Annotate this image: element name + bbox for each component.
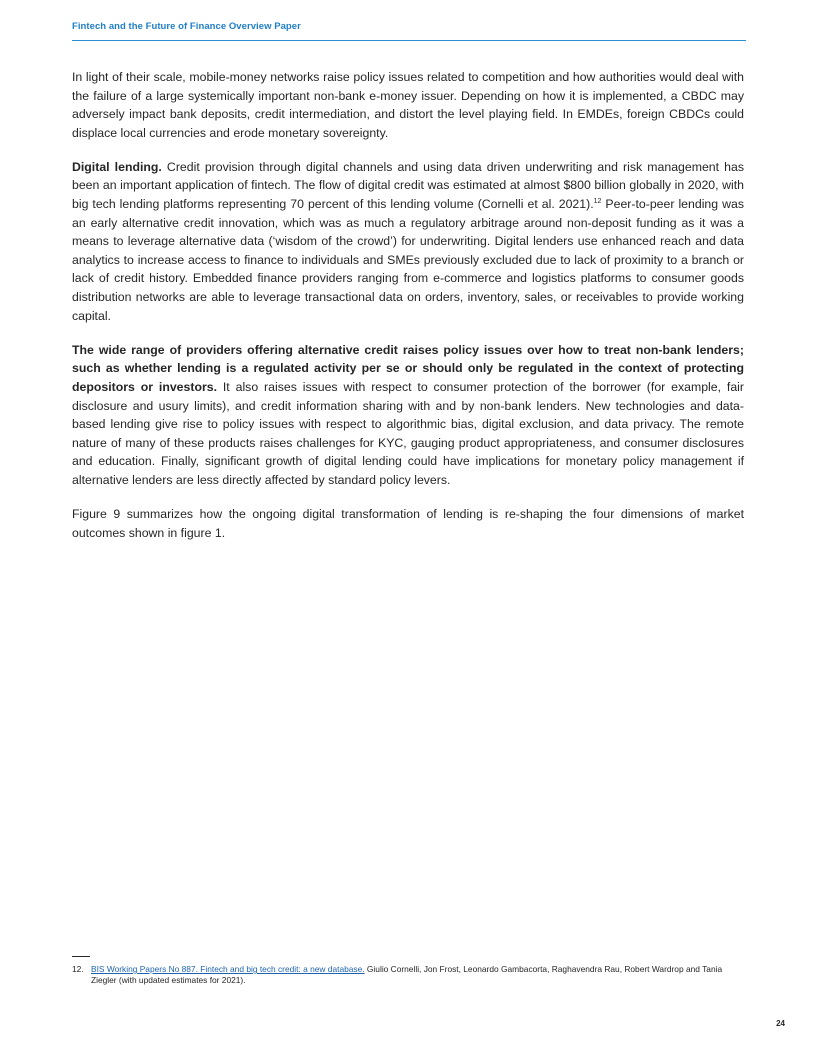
body-text [72, 68, 744, 558]
paragraph-policy-issues [72, 341, 744, 490]
footnote-link[interactable]: BIS Working Papers No 887. Fintech and big tech credit: a new database. [91, 964, 365, 974]
paragraph-figure-summary [72, 505, 744, 542]
footnote [72, 964, 744, 986]
footnote-divider [72, 956, 90, 957]
paragraph-text: Figure 9 summarizes how the ongoing digital transformation of lending is re-shaping the four dimensions of market outcomes shown in figure 1. [72, 506, 744, 540]
paragraph-mobile-money [72, 68, 744, 142]
page-number: 24 [776, 1019, 785, 1028]
paragraph-text: In light of their scale, mobile-money networks raise policy issues related to competition and how authorities would deal with the failure of a large systemically important non-bank e-money issuer. Depending on how it is implemented, a CBDC may adversely impact bank deposits, credit intermediation, and distort the level playing field. In EMDEs, foreign CBDCs could displace local currencies and erode monetary sovereignty. [72, 70, 744, 140]
paragraph-text: Credit provision through digital channels and using data driven underwriting and risk management has been an important application of fintech. The flow of digital credit was estimated at almost $800 billion globally in 2020, with big tech lending platforms representing 70 percent of this lending volume (Cornelli et al. 2021). [72, 159, 744, 212]
paragraph-lead: Digital lending. [72, 159, 162, 174]
paragraph-lead: The wide range of providers offering alternative credit raises policy issues over how to treat non-bank lenders; such as whether lending is a regulated activity per se or should only be regulated in the context of protecting depositors or investors. [72, 342, 744, 394]
page-header [72, 21, 746, 41]
paragraph-text: Peer-to-peer lending was an early alternative credit innovation, which was as much a regulatory arbitrage around non-deposit funding as it was a means to leverage alternative data (‘wisdom of the crowd’) for underwriting. Digital lenders use enhanced reach and data analytics to increase access to finance to individuals and SMEs previously excluded due to lack of proximity to a branch or lack of credit history. Embedded finance providers ranging from e-commerce and logistics platforms to consumer goods distribution networks are able to leverage transactional data on orders, inventory, sales, or receivables to provide working capital. [72, 197, 744, 323]
paragraph-digital-lending [72, 158, 744, 325]
paragraph-text: It also raises issues with respect to consumer protection of the borrower (for example, fair disclosure and usury limits), and credit information sharing with and by non-bank lenders. New technologies and data-based lending give rise to policy issues with respect to algorithmic bias, digital exclusion, and data privacy. The remote nature of many of these products raises challenges for KYC, gauging product appropriateness, and consumer disclosures and education. Finally, significant growth of digital lending could have implications for monetary policy management if alternative lenders are less directly affected by standard policy levers. [72, 379, 744, 487]
footnote-reference[interactable]: 12 [593, 197, 602, 205]
footnote-body [91, 964, 744, 986]
footnote-number: 12. [72, 964, 84, 974]
header-title: Fintech and the Future of Finance Overview Paper [72, 21, 301, 32]
footnote-text: Giulio Cornelli, Jon Frost, Leonardo Gambacorta, Raghavendra Rau, Robert Wardrop and Tania Ziegler (with updated estimates for 2021). [91, 964, 723, 986]
